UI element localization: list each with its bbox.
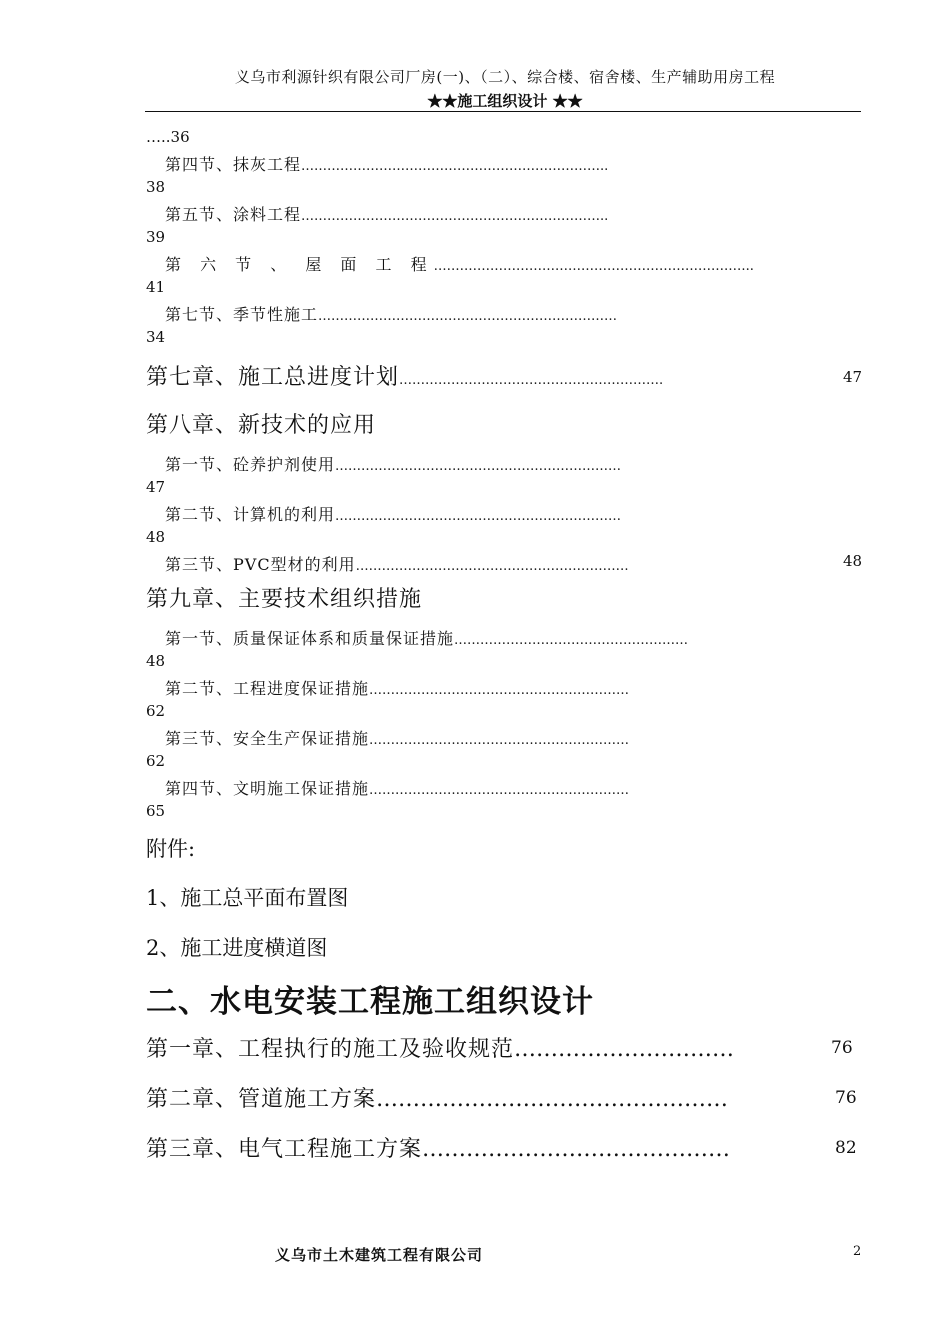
toc-entry[interactable] bbox=[165, 302, 617, 325]
toc-entry-label: 第五节、涂料工程 bbox=[165, 205, 302, 224]
toc-leader: ……………………………………………………………….. bbox=[433, 259, 754, 274]
footer-page-number: 2 bbox=[853, 1244, 862, 1259]
toc-leader: ……………………………………………… bbox=[454, 633, 689, 648]
toc-page-number: 39 bbox=[146, 228, 166, 246]
toc-page-number: 48 bbox=[146, 652, 166, 670]
toc-page-number: 34 bbox=[146, 328, 166, 346]
toc-page-number: 47 bbox=[843, 368, 863, 386]
toc-entry[interactable] bbox=[165, 252, 754, 275]
toc-entry[interactable] bbox=[165, 726, 629, 749]
toc-chapter[interactable] bbox=[146, 360, 663, 391]
toc-entry[interactable] bbox=[165, 452, 621, 475]
toc-chapter-label: 第七章、施工总进度计划 bbox=[146, 365, 400, 390]
toc-leader: ………………………………………… bbox=[376, 1087, 729, 1112]
toc-entry-label: 第四节、文明施工保证措施 bbox=[165, 779, 370, 798]
toc-page-number: 48 bbox=[146, 528, 166, 546]
attachments-title: 附件: bbox=[146, 837, 196, 861]
toc-entry-label: 第一节、砼养护剂使用 bbox=[165, 455, 336, 474]
toc-leader: ……………………………………………………. bbox=[399, 373, 664, 388]
toc-leader: …………………………………………………………….. bbox=[301, 209, 609, 224]
toc-entry-label: 第 六 节 、 屋 面 工 程 bbox=[165, 255, 434, 274]
toc-chapter-label: 第九章、主要技术组织措施 bbox=[146, 587, 423, 612]
toc-page-number: 47 bbox=[146, 478, 166, 496]
toc-page-number: 48 bbox=[843, 552, 863, 570]
toc-chapter[interactable] bbox=[146, 582, 422, 613]
attachment-item[interactable]: 2、施工进度横道图 bbox=[146, 936, 328, 960]
toc-entry[interactable] bbox=[165, 626, 688, 649]
toc-chapter-label: 第八章、新技术的应用 bbox=[146, 413, 377, 438]
toc-chapter-label: 第二章、管道施工方案 bbox=[146, 1087, 377, 1112]
document-header-title: 义乌市利源针织有限公司厂房(一)、（二）、综合楼、宿舍楼、生产辅助用房工程 bbox=[234, 68, 776, 86]
toc-entry-label: 第三节、PVC型材的利用 bbox=[165, 555, 356, 574]
toc-leader: …………………………………………………… bbox=[369, 683, 630, 698]
attachment-item[interactable]: 1、施工总平面布置图 bbox=[146, 886, 349, 910]
part-title: 二、水电安装工程施工组织设计 bbox=[146, 984, 594, 1020]
toc-leader: ………………………………………………………… bbox=[335, 459, 622, 474]
toc-entry-label: 第一节、质量保证体系和质量保证措施 bbox=[165, 629, 455, 648]
toc-entry[interactable] bbox=[165, 152, 608, 175]
toc-page-number: 82 bbox=[835, 1138, 857, 1158]
toc-chapter-label: 第三章、电气工程施工方案 bbox=[146, 1137, 423, 1162]
toc-leader: ………………………… bbox=[514, 1037, 735, 1062]
toc-leader: ………………………………………………………… bbox=[335, 509, 622, 524]
toc-leader: …………………………………………………… bbox=[369, 733, 630, 748]
toc-chapter[interactable] bbox=[146, 1082, 728, 1113]
toc-entry-label: 第七节、季节性施工 bbox=[165, 305, 319, 324]
toc-entry[interactable] bbox=[165, 202, 608, 225]
toc-chapter[interactable] bbox=[146, 408, 376, 439]
header-divider bbox=[145, 111, 861, 112]
toc-leader: …………………………………………………………… bbox=[318, 309, 618, 324]
document-header-subtitle: ★★施工组织设计 ★★ bbox=[427, 92, 583, 110]
toc-page-number: 41 bbox=[146, 278, 166, 296]
toc-leader: ……………………………………………………… bbox=[355, 559, 629, 574]
toc-page-number: 38 bbox=[146, 178, 166, 196]
toc-entry[interactable] bbox=[165, 776, 629, 799]
toc-page-number: 62 bbox=[146, 752, 166, 770]
toc-leader: …………………………………………………… bbox=[369, 783, 630, 798]
toc-entry-label: 第三节、安全生产保证措施 bbox=[165, 729, 370, 748]
toc-prev-tail: …..36 bbox=[146, 128, 190, 146]
toc-entry-label: 第四节、抹灰工程 bbox=[165, 155, 302, 174]
toc-chapter[interactable] bbox=[146, 1132, 730, 1163]
toc-chapter[interactable] bbox=[146, 1032, 734, 1063]
toc-page-number: 76 bbox=[835, 1088, 857, 1108]
toc-page-number: 62 bbox=[146, 702, 166, 720]
toc-leader: …………………………………………………………….. bbox=[301, 159, 609, 174]
footer-company: 义乌市土木建筑工程有限公司 bbox=[275, 1246, 484, 1264]
toc-entry[interactable] bbox=[165, 552, 629, 575]
toc-entry[interactable] bbox=[165, 502, 621, 525]
toc-entry-label: 第二节、计算机的利用 bbox=[165, 505, 336, 524]
toc-page-number: 65 bbox=[146, 802, 166, 820]
toc-entry-label: 第二节、工程进度保证措施 bbox=[165, 679, 370, 698]
toc-leader: …………………………………… bbox=[422, 1137, 731, 1162]
toc-page-number: 76 bbox=[831, 1038, 853, 1058]
toc-entry[interactable] bbox=[165, 676, 629, 699]
toc-chapter-label: 第一章、工程执行的施工及验收规范 bbox=[146, 1037, 515, 1062]
